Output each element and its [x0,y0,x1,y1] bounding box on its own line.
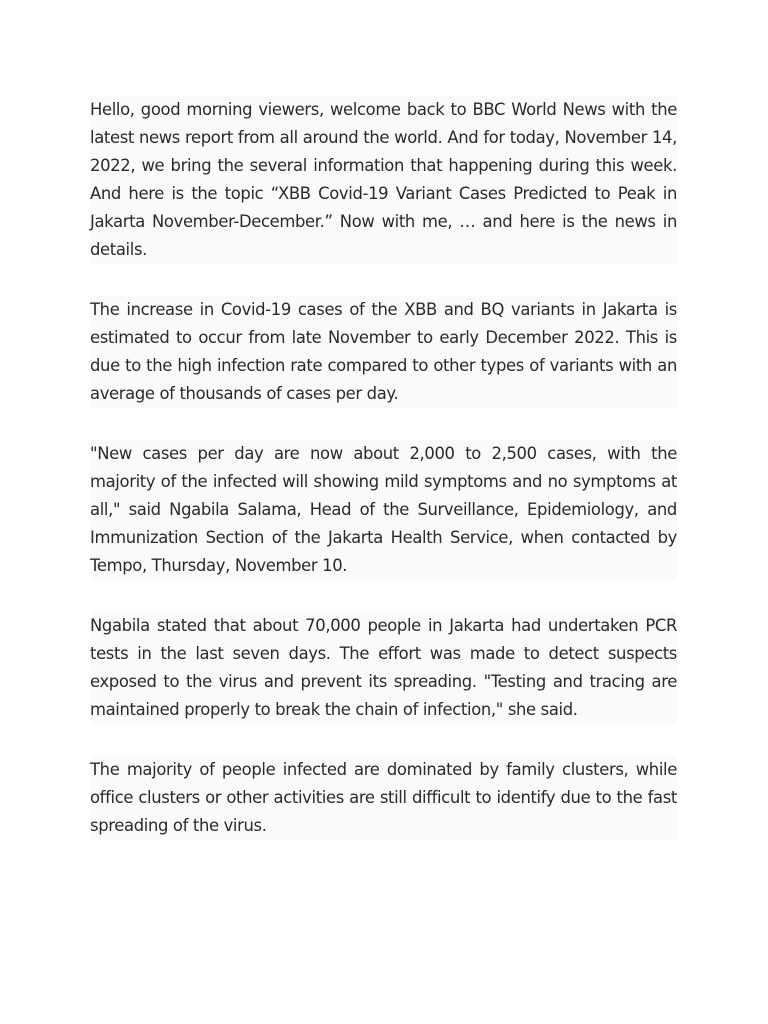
paragraph-gap [90,408,677,440]
paragraph-gap [90,264,677,296]
document-body [90,96,677,840]
paragraph-quote-cases: "New cases per day are now about 2,000 to 2,500 cases, with the majority of the infected will showing mild symptoms and no symptoms at all," said Ngabila Salama, Head of the Surveillance, Epidemiology, and Immunization Section of the Jakarta Health Service, when contacted by Tempo, Thursday, November 10. [90,440,677,580]
paragraph-variant-increase: The increase in Covid-19 cases of the XBB and BQ variants in Jakarta is estimated to occur from late November to early December 2022. This is due to the high infection rate compared to other types of variants with an average of thousands of cases per day. [90,296,677,408]
paragraph-gap [90,580,677,612]
paragraph-intro: Hello, good morning viewers, welcome back to BBC World News with the latest news report from all around the world. And for today, November 14, 2022, we bring the several information that happening during this week. And here is the topic “XBB Covid-19 Variant Cases Predicted to Peak in Jakarta November-December.” Now with me, … and here is the news in details. [90,96,677,264]
paragraph-pcr-tests: Ngabila stated that about 70,000 people in Jakarta had undertaken PCR tests in the last seven days. The effort was made to detect suspects exposed to the virus and prevent its spreading. "Testing and tracing are maintained properly to break the chain of infection," she said. [90,612,677,724]
paragraph-gap [90,724,677,756]
paragraph-clusters: The majority of people infected are dominated by family clusters, while office clusters or other activities are still difficult to identify due to the fast spreading of the virus. [90,756,677,840]
